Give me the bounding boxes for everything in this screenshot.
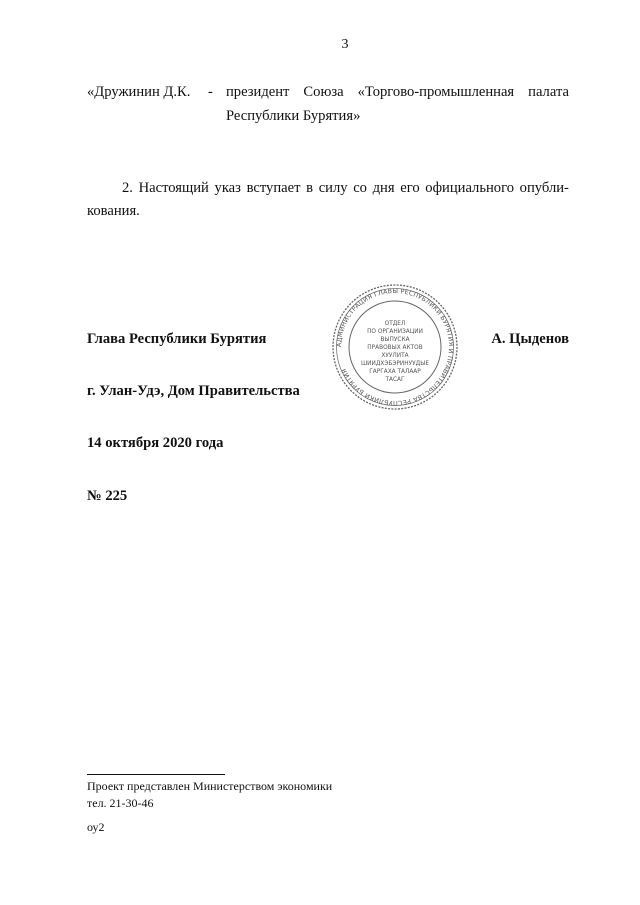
seal-ring-text: АДМИНИСТРАЦИЯ ГЛАВЫ РЕСПУБЛИКИ БУРЯТИЯ И ПРАВИТЕЛЬСТВА РЕСПУБЛИКИ БУРЯТИЯ: [335, 287, 455, 407]
footnote-divider: [87, 774, 225, 775]
decree-paragraph-line-2: кования.: [87, 203, 140, 219]
decree-word: опубли-: [519, 180, 569, 196]
decree-word: Настоящий: [138, 180, 209, 196]
entry-dash: -: [208, 84, 213, 100]
signatory-title: Глава Республики Бурятия: [87, 331, 267, 347]
entry-role-word: Союза: [303, 84, 344, 100]
seal-text-line: ГАРГАХА ТАЛААР: [369, 369, 421, 375]
decree-paragraph-line-1: [122, 180, 569, 197]
seal-text-line: ОТДЕЛ: [384, 321, 406, 327]
seal-text-line: ПРАВОВЫХ АКТОВ: [367, 345, 423, 351]
entry-role-word: президент: [226, 84, 290, 100]
decree-word: в: [306, 180, 314, 196]
seal-text-line: ШИИДХЭБЭРИНУУДЫЕ: [360, 361, 430, 367]
footnote-line-1: Проект представлен Министерством экономики: [87, 779, 333, 793]
entry-role-word: «Торгово-промышленная: [357, 84, 515, 100]
decree-word: со: [353, 180, 367, 196]
entry-role-word: палата: [528, 84, 569, 100]
signing-place: г. Улан-Удэ, Дом Правительства: [87, 383, 300, 399]
signatory-name: А. Цыденов: [491, 331, 569, 347]
page-number: 3: [341, 37, 349, 52]
signing-date: 14 октября 2020 года: [87, 435, 224, 451]
decree-word: 2.: [122, 180, 133, 196]
decree-word: дня: [372, 180, 395, 196]
decree-word: указ: [214, 180, 241, 196]
decree-number: № 225: [87, 488, 128, 504]
footnote-line-2: тел. 21-30-46: [87, 796, 154, 810]
decree-word: его: [400, 180, 420, 196]
seal-text-line: ТАСАГ: [385, 377, 405, 383]
seal-text-line: ПО ОРГАНИЗАЦИИ: [367, 329, 423, 335]
entry-person-name: «Дружинин Д.К.: [87, 84, 191, 100]
decree-word: официального: [425, 180, 515, 196]
seal-text-line: ВЫПУСКА: [380, 337, 410, 343]
decree-word: силу: [318, 180, 348, 196]
entry-role-line-1: [226, 84, 569, 101]
official-seal: [331, 283, 459, 411]
footnote-code: оу2: [87, 820, 105, 834]
decree-word: вступает: [246, 180, 301, 196]
seal-text-line: ХУУЛИТА: [381, 353, 409, 359]
entry-role-line-2: Республики Бурятия»: [226, 108, 361, 124]
